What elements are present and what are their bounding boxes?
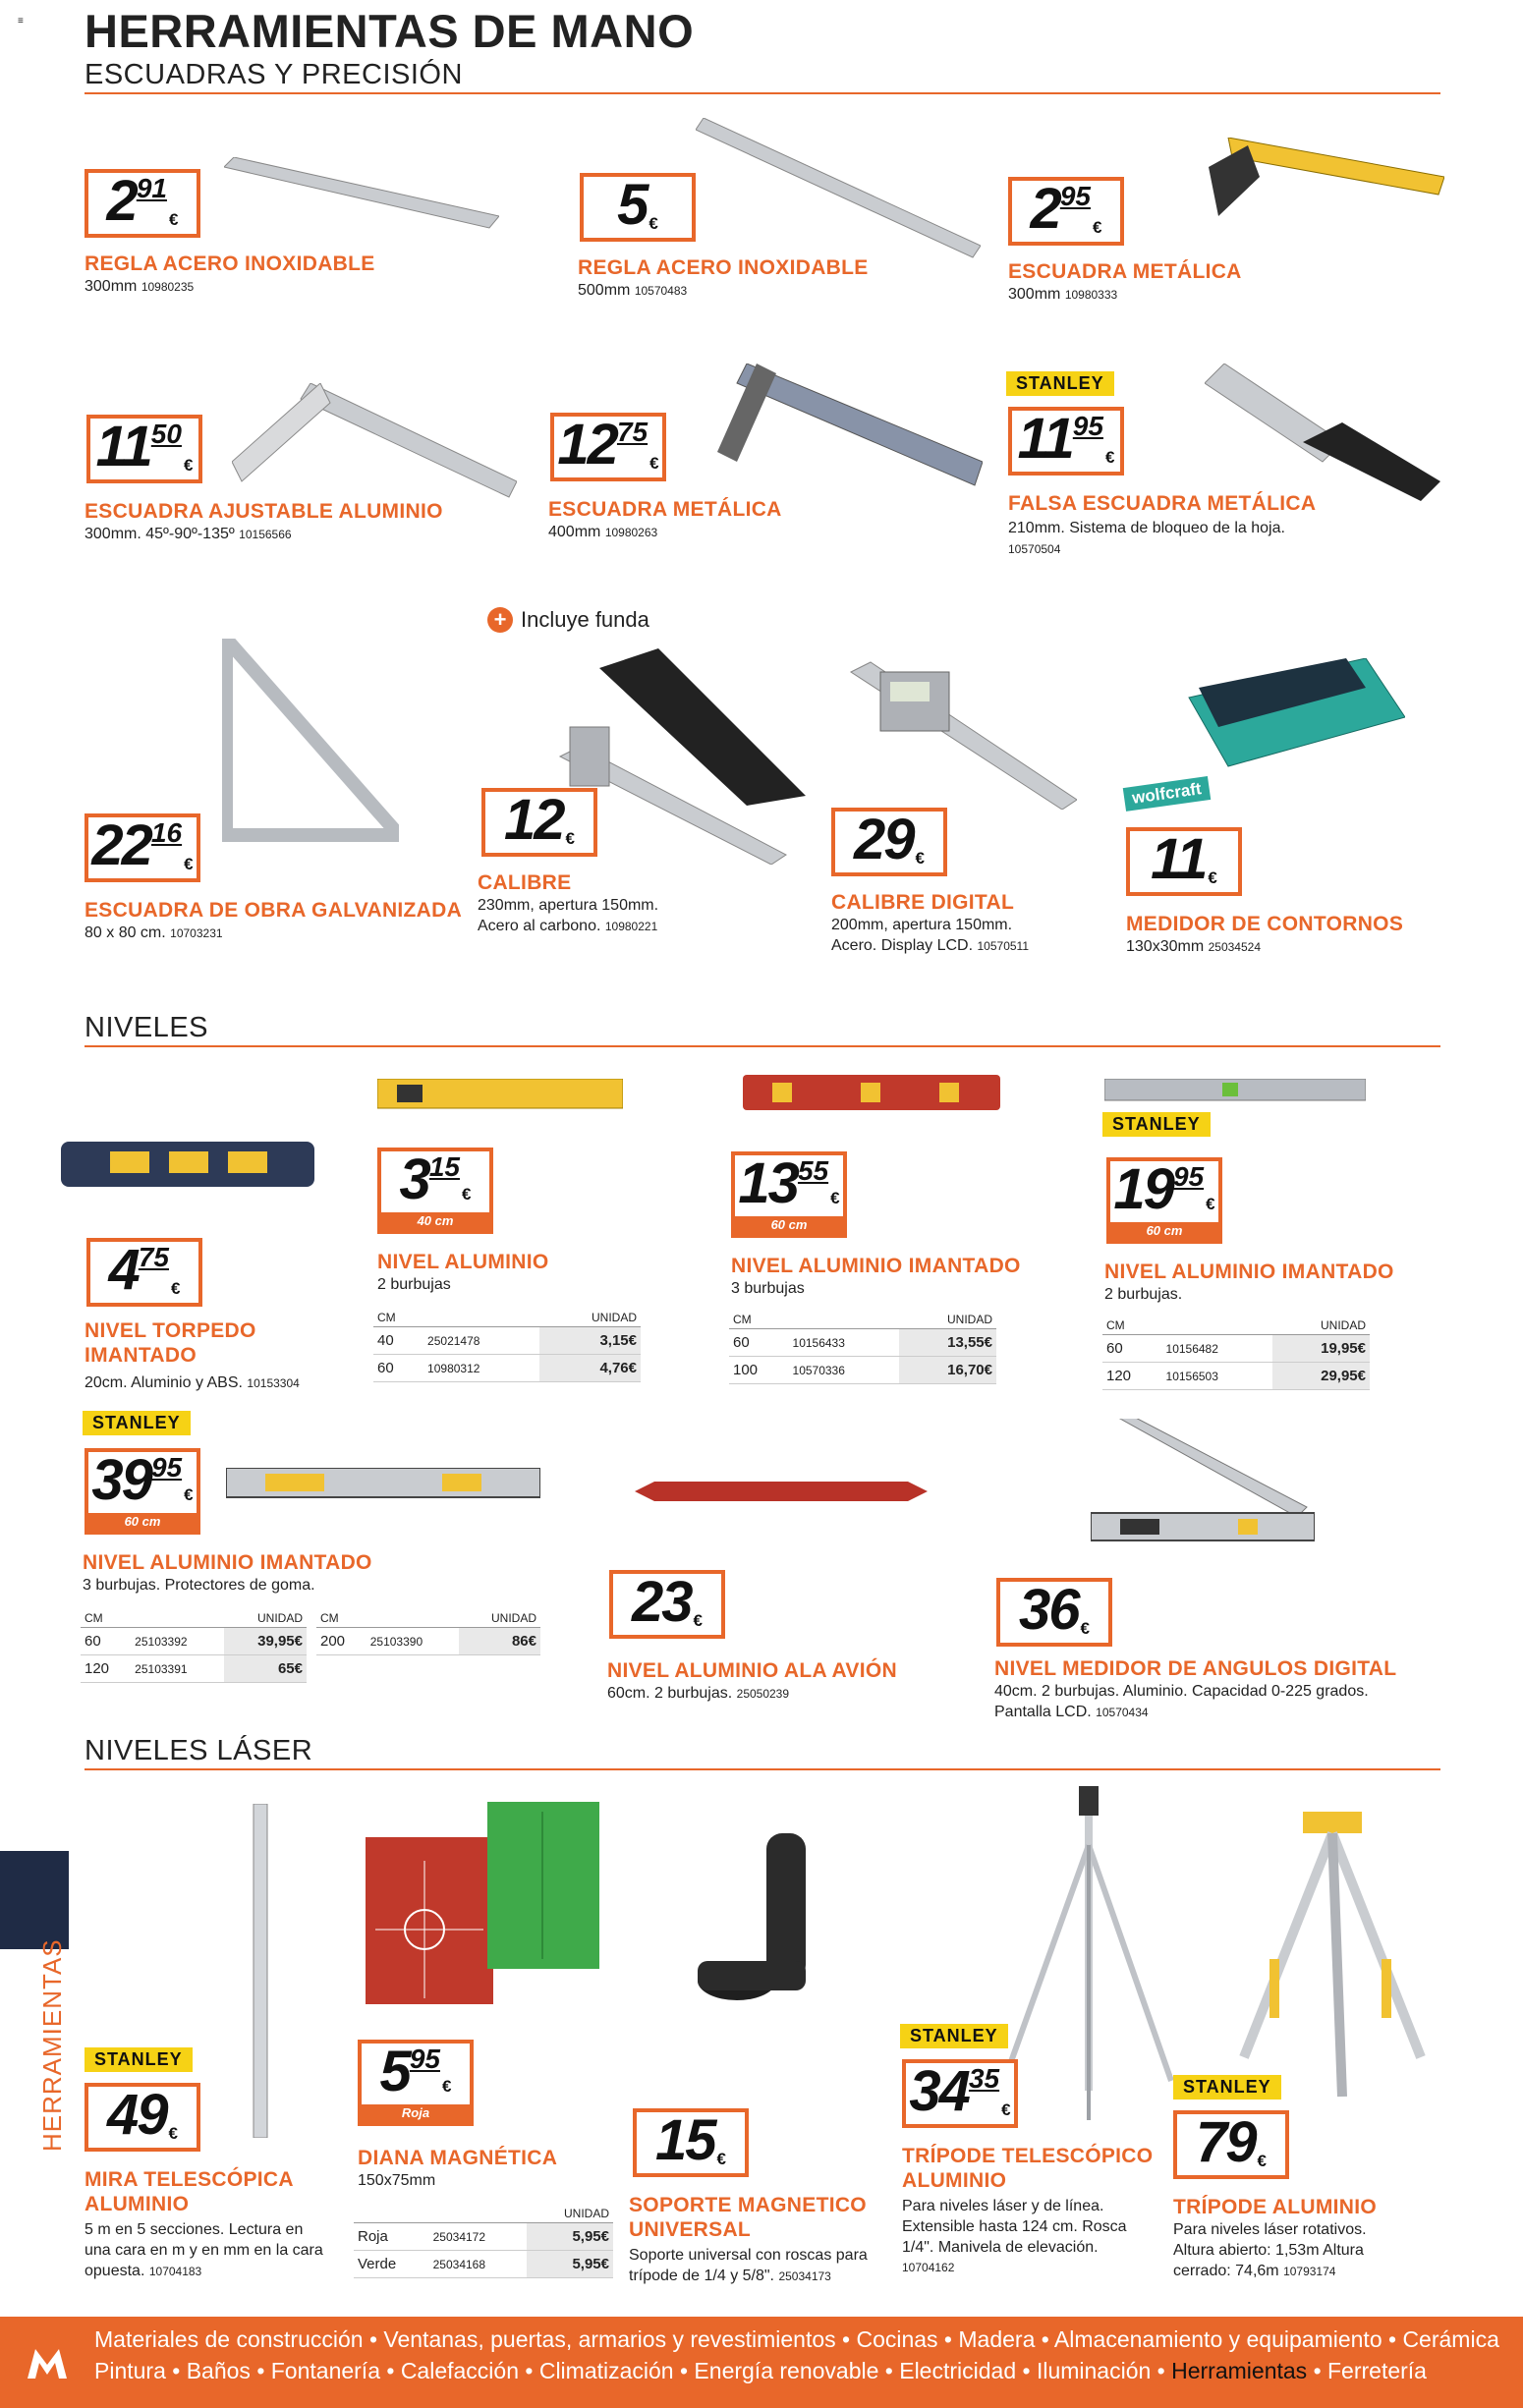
product-name: NIVEL ALUMINIO ALA AVIÓN [607,1659,897,1682]
product-name: CALIBRE DIGITAL [831,891,1015,914]
square-image [232,383,517,501]
stanley-logo: STANLEY [85,2047,193,2072]
aluminium-tripod-image [1234,1812,1431,2106]
table-row: Roja 25034172 5,95€ [354,2223,613,2251]
telescopic-tripod-image [994,1786,1181,2120]
square-image [717,364,983,491]
table-row: 100 10570336 16,70€ [729,1357,996,1384]
product-name: SOPORTE MAGNETICO UNIVERSAL [629,2194,867,2242]
price-box: 39 95 € 60 cm [85,1448,200,1535]
divider [85,92,1440,94]
stanley-logo: STANLEY [900,2024,1008,2048]
product-name: MIRA TELESCÓPICA ALUMINIO [85,2168,294,2216]
product-desc: 300mm 10980235 [85,278,195,295]
logo-m-icon [26,2345,69,2380]
product-desc: 5 m en 5 secciones. Lectura en una cara en m y en mm en la cara opuesta. 10704183 [85,2221,323,2279]
price-box: 5 95 € Roja [358,2040,474,2126]
brand-logo [0,2317,94,2408]
divider [85,1768,1440,1770]
triangle-square-image [222,639,399,845]
product-name: REGLA ACERO INOXIDABLE [578,256,869,279]
price-box: 49 € [85,2083,200,2152]
menu-glyph: ≡ [18,16,24,27]
product-name: ESCUADRA DE OBRA GALVANIZADA [85,899,463,922]
table-row: 60 25103392 39,95€ [81,1628,307,1655]
price-box: 12 75 € [550,413,666,481]
product-name: FALSA ESCUADRA METÁLICA [1008,492,1317,515]
price-box: 23 € [609,1570,725,1639]
table-row: 120 10156503 29,95€ [1102,1363,1370,1390]
sidebar-block [0,1851,69,1949]
product-desc: 300mm 10980333 [1008,286,1118,303]
product-name: CALIBRE [478,871,572,894]
size-tag: 60 cm [88,1513,197,1531]
table-row: 60 10156433 13,55€ [729,1329,996,1357]
digital-angle-level-image [1091,1419,1315,1544]
product-name: ESCUADRA AJUSTABLE ALUMINIO [85,500,443,523]
price-table: UNIDAD Roja 25034172 5,95€ Verde 25034168 5,95€ [354,2205,613,2278]
product-name: REGLA ACERO INOXIDABLE [85,252,375,275]
product-name: NIVEL ALUMINIO IMANTADO [1104,1260,1394,1283]
section-heading-escuadras: ESCUADRAS Y PRECISIÓN [85,59,463,90]
price-box: 2 91 € [85,169,200,238]
product-desc: 2 burbujas [377,1276,451,1293]
aluminium-level-image [377,1079,623,1112]
product-name: TRÍPODE TELESCÓPICO ALUMINIO [902,2145,1154,2193]
table-row: 120 25103391 65€ [81,1655,307,1683]
price-box: 11 € [1126,827,1242,896]
footer-categories-line2[interactable]: Pintura • Baños • Fontanería • Calefacción • Climatización • Energía renovable • Electricidad • Iluminación • Herramientas • Ferretería [94,2358,1427,2383]
product-desc: 3 burbujas. Protectores de goma. [83,1577,315,1594]
product-name: MEDIDOR DE CONTORNOS [1126,913,1404,935]
price-box: 4 75 € [86,1238,202,1307]
ruler-image [224,157,499,236]
product-desc: 80 x 80 cm. 10703231 [85,924,223,941]
table-row: 60 10156482 19,95€ [1102,1335,1370,1363]
section-heading-laser: NIVELES LÁSER [85,1735,313,1766]
product-desc: 2 burbujas. [1104,1286,1183,1303]
price-box: 13 55 € 60 cm [731,1151,847,1238]
size-tag: 60 cm [735,1216,843,1234]
color-tag: Roja [362,2104,470,2122]
stanley-logo: STANLEY [1102,1112,1211,1137]
price-table: CM UNIDAD 60 10156433 13,55€ 100 10570336 16,70€ [729,1311,996,1384]
table-row: 40 25021478 3,15€ [373,1327,641,1355]
product-desc: 150x75mm [358,2172,436,2189]
price-box: 19 95 € 60 cm [1106,1157,1222,1244]
product-desc: Soporte universal con roscas para trípode de 1/4 y 5/8". 25034173 [629,2247,868,2284]
stanley-logo: STANLEY [1006,371,1114,396]
product-name: TRÍPODE ALUMINIO [1173,2196,1378,2218]
ruler-image [696,118,981,265]
product-name: NIVEL MEDIDOR DE ANGULOS DIGITAL [994,1657,1397,1680]
price-box: 2 95 € [1008,177,1124,246]
table-row: 60 10980312 4,76€ [373,1355,641,1382]
contour-gauge-image [1169,658,1405,796]
price-box: 15 € [633,2108,749,2177]
product-name: NIVEL ALUMINIO [377,1251,549,1273]
product-name: NIVEL TORPEDO IMANTADO [85,1319,256,1368]
product-name: NIVEL ALUMINIO IMANTADO [83,1551,372,1574]
price-box: 79 € [1173,2110,1289,2179]
product-desc: Para niveles láser y de línea. Extensible hasta 124 cm. Rosca 1/4". Manivela de elevación. 10704162 [902,2198,1127,2275]
laser-target-image [366,1802,601,2008]
footer-categories-line1[interactable]: Materiales de construcción • Ventanas, puertas, armarios y revestimientos • Cocinas • Madera • Almacenamiento y equipamiento • Cerámica [94,2326,1499,2352]
price-box: 34 35 € [902,2059,1018,2128]
price-box: 11 95 € [1008,407,1124,476]
bevel-image [1205,364,1440,501]
footer-active-category[interactable]: Herramientas [1171,2358,1308,2383]
product-desc: 130x30mm 25034524 [1126,938,1261,955]
divider [85,1045,1440,1047]
sidebar-label: HERRAMIENTAS [37,1938,67,2152]
product-name: ESCUADRA METÁLICA [1008,260,1242,283]
product-desc: 400mm 10980263 [548,524,658,540]
incluye-funda-note: + Incluye funda [487,607,649,633]
product-desc: 3 burbujas [731,1280,805,1297]
magnetic-level-image [743,1073,1000,1112]
wing-level-image [635,1480,928,1503]
price-box: 36 € [996,1578,1112,1647]
telescopic-staff-image [250,1804,271,2138]
stanley-level-image [226,1468,540,1501]
price-table: CM UNIDAD 200 25103390 86€ [316,1609,540,1655]
price-box: 5 € [580,173,696,242]
product-desc: 200mm, apertura 150mm. Acero. Display LCD. 10570511 [831,917,1029,954]
product-desc: 210mm. Sistema de bloqueo de la hoja. 10570504 [1008,520,1285,556]
plus-icon: + [487,607,513,633]
price-box: 3 15 € 40 cm [377,1148,493,1234]
magnetic-level-image [1104,1079,1366,1102]
product-desc: 40cm. 2 burbujas. Aluminio. Capacidad 0-225 grados. Pantalla LCD. 10570434 [994,1683,1369,1720]
price-box: 11 50 € [86,415,202,483]
price-table: CM UNIDAD 60 25103392 39,95€ 120 25103391 65€ [81,1609,307,1683]
size-tag: 60 cm [1110,1222,1218,1240]
table-row: 200 25103390 86€ [316,1628,540,1655]
price-table: CM UNIDAD 60 10156482 19,95€ 120 10156503 29,95€ [1102,1316,1370,1390]
price-box: 12 € [481,788,597,857]
price-box: 29 € [831,808,947,876]
digital-caliper-image [841,652,1077,810]
product-desc: 500mm 10570483 [578,282,688,299]
table-row: Verde 25034168 5,95€ [354,2251,613,2278]
product-desc: 60cm. 2 burbujas. 25050239 [607,1685,790,1702]
square-image [1189,138,1444,246]
product-name: NIVEL ALUMINIO IMANTADO [731,1255,1021,1277]
wolfcraft-logo: wolfcraft [1123,776,1211,812]
product-name: DIANA MAGNÉTICA [358,2147,558,2169]
page-title: HERRAMIENTAS DE MANO [85,5,695,57]
size-tag: 40 cm [381,1212,489,1230]
torpedo-level-image [61,1140,314,1191]
product-desc: 230mm, apertura 150mm. Acero al carbono. 10980221 [478,897,659,934]
product-desc: Para niveles láser rotativos. Altura abierto: 1,53m Altura cerrado: 74,6m 10793174 [1173,2221,1367,2279]
stanley-logo: STANLEY [1173,2075,1281,2100]
section-heading-niveles: NIVELES [85,1012,208,1043]
price-table: CM UNIDAD 40 25021478 3,15€ 60 10980312 4,76€ [373,1309,641,1382]
product-desc: 20cm. Aluminio y ABS. 10153304 [85,1374,300,1391]
product-desc: 300mm. 45º-90º-135º 10156566 [85,526,292,542]
magnetic-mount-image [688,1833,835,2010]
price-box: 22 16 € [85,813,200,882]
stanley-logo: STANLEY [83,1411,191,1435]
product-name: ESCUADRA METÁLICA [548,498,782,521]
